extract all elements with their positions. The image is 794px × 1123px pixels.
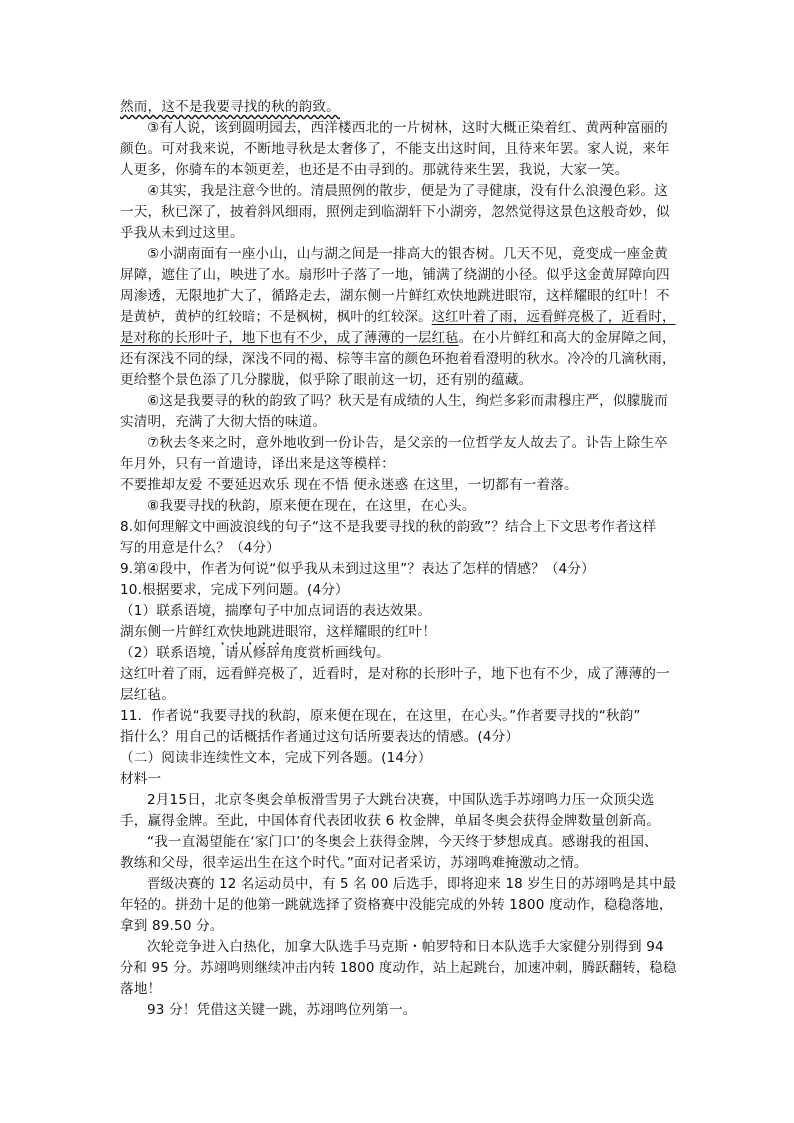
material-label: 材料一 [120, 771, 162, 787]
underlined-sentence: 这红叶着了雨，远看鲜亮极了，近看时， [431, 309, 676, 325]
para4-line: 乎我从未到过这里。 [120, 225, 244, 241]
underlined-sentence: 是对称的长形叶子，地下也有不少，成了薄薄的一层红毡 [120, 330, 459, 346]
wavy-sentence: 然而，这不是我要寻找的秋的韵致。 [120, 99, 340, 115]
question-9: 9.第④段中，作者为何说“似乎我从未到过这里”？表达了怎样的情感？（4分） [120, 561, 595, 577]
material-line: 2月15日，北京冬奥会单板滑雪男子大跳台决赛，中国队选手苏翊鸣力压一众顶尖选 [147, 792, 655, 808]
material-line: 手，赢得金牌。至此，中国体育代表团收获 6 枚金牌，单届冬奥会获得金牌数量创新高。 [120, 813, 661, 829]
question-8: 写的用意是什么？（4分） [120, 540, 280, 556]
para5-text: 是黄栌，黄栌的红较暗；不是枫树，枫叶的红较深。 [120, 309, 432, 325]
para5-line [120, 307, 675, 328]
material-line: 落地！ [120, 981, 162, 997]
section-heading: （二）阅读非连续性文本，完成下列各题。(14分） [120, 750, 432, 766]
para3-line: 颜色。可对我来说，不断地寻秋是太奢侈了，不能支出这时间，且待来年罢。家人说，来年 [120, 141, 670, 157]
material-line: 次轮竞争进入白热化，加拿大队选手马克斯・帕罗特和日本队选手大家健分别得到 94 [147, 939, 664, 955]
question-11: 11．作者说“我要寻找的秋韵，原来便在现在，在这里，在心头。”作者要寻找的“秋韵” [120, 708, 641, 724]
material-line: 年轻的。拼劲十足的他第一跳就选择了资格赛中没能完成的外转 1800 度动作，稳稳落地， [120, 897, 673, 913]
para5-line: 周渗透，无限地扩大了，循路走去，湖东侧一片鲜红欢快地跳进眼帘，这样耀眼的红叶！不 [120, 288, 670, 304]
para7-line: 年月外，只有一首遗诗，译出来是这等模样： [120, 456, 395, 472]
sentence-text: 眼帘，这样耀眼的红叶！ [284, 624, 437, 640]
material-line: 93 分！凭借这关键一跳，苏翊鸣位列第一。 [147, 1002, 417, 1018]
para4-line: 一天，秋已深了，披着斜风细雨，照例走到临湖轩下小湖旁，忽然觉得这景色这般奇妙，似 [120, 204, 670, 220]
para5-line: 屏障，遮住了山，映进了水。扇形叶子落了一地，铺满了绕湖的小径。似乎这金黄屏障向四 [120, 267, 670, 283]
para5-line: 还有深浅不同的绿，深浅不同的褐、棕等丰富的颜色环抱着看澄明的秋水。冷冷的几滴秋雨， [120, 351, 676, 367]
question-10-sentence: 这红叶着了雨，远看鲜亮极了，近看时，是对称的长形叶子，地下也有不少，成了薄薄的一 [120, 666, 670, 682]
para4-line: ④其实，我是注意今世的。清晨照例的散步，便是为了寻健康，没有什么浪漫色彩。这 [147, 183, 668, 199]
para7-line: ⑦秋去冬来之时，意外地收到一份讣告，是父亲的一位哲学友人故去了。讣告上除生卒 [147, 435, 668, 451]
para5-line: ⑤小湖南面有一座小山，山与湖之间是一排高大的银杏树。几天不见，竟变成一座金黄 [147, 246, 668, 262]
material-line: 分和 95 分。苏翊鸣则继续冲击内转 1800 度动作，站上起跳台，加速冲刺，腾跃翻转，稳稳 [120, 960, 677, 976]
para3-line: 人更多，你骑车的本领更差，也还是不由寻到的。那就待来生罢，我说，大家一笑。 [120, 162, 629, 178]
question-10-sub1: （1）联系语境，揣摩句子中加点词语的表达效果。 [120, 603, 432, 619]
para6-line: ⑥这是我要寻的秋的韵致了吗？秋天是有成绩的人生，绚烂多彩而肃穆庄严，似朦胧而 [147, 393, 668, 409]
para8-line: ⑧我要寻找的秋韵，原来便在现在，在这里，在心头。 [147, 498, 476, 514]
question-10: 10.根据要求，完成下列问题。(4分） [120, 582, 349, 598]
material-line: 拿到 89.50 分。 [120, 918, 224, 934]
material-line: 晋级决赛的 12 名运动员中，有 5 名 00 后选手，即将迎来 18 岁生日的苏翊鸣是其中最 [147, 876, 677, 892]
sentence-text: 湖东侧一片鲜红 [120, 624, 217, 640]
dotted-words: 欢快地跳进 [216, 624, 285, 640]
question-8: 8.如何理解文中画波浪线的句子“这不是我要寻找的秋的韵致”？结合上下文思考作者这样 [120, 519, 657, 535]
material-line: “我一直渴望能在‘家门口’的冬奥会上获得金牌，今天终于梦想成真。感谢我的祖国、 [147, 834, 658, 850]
para5-line [120, 328, 675, 349]
para6-line: 实清明，充满了大彻大悟的味道。 [120, 414, 327, 430]
question-10-sentence: 层红毡。 [120, 687, 175, 703]
question-11: 指什么？用自己的话概括作者通过这句话所要表达的情感。(4分） [120, 729, 520, 745]
poem-line: 不要推却友爱 不要延迟欢乐 现在不悟 便永迷惑 在这里，一切都有一着落。 [120, 477, 578, 493]
question-10-sub2: （2）联系语境，请从修辞角度赏析画线句。 [120, 645, 390, 661]
para5-text: 。在小片鲜红和高大的金屏障之间， [458, 330, 676, 346]
para3-line: ③有人说，该到圆明园去，西洋楼西北的一片树林，这时大概正染着红、黄两种富丽的 [147, 120, 668, 136]
material-line: 教练和父母，很幸运出生在这个时代。”面对记者采访，苏翊鸣难掩激动之情。 [120, 855, 588, 871]
para5-line: 更给整个景色添了几分朦胧，似乎除了眼前这一切，还有别的蕴藏。 [120, 372, 533, 388]
